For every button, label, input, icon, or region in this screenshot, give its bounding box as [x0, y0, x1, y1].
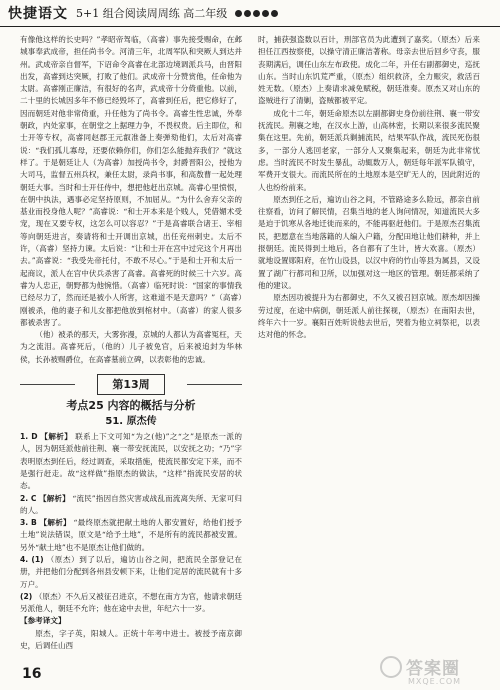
book-subtitle: 5+1 组合阅读周周练 高二年级 — [76, 7, 228, 20]
analysis-tag: 【解析】 — [39, 493, 70, 503]
level-dot-icon — [271, 10, 278, 17]
topic-heading: 考点25 内容的概括与分析 — [66, 399, 196, 413]
analysis-tag: 【解析】 — [40, 432, 73, 442]
answer-item — [20, 554, 242, 591]
analysis-tag: 【解析】 — [39, 518, 71, 528]
watermark-logo — [380, 654, 492, 686]
answer-item — [20, 517, 242, 554]
answer-number: (2) — [20, 591, 33, 601]
answer-number: 1. D — [20, 432, 38, 442]
watermark-circle-icon — [380, 656, 402, 678]
translation-paragraph: （他）被杀的那天，大雾弥漫，京城的人都认为高睿冤枉，天为之流泪。高睿死后，（他的）儿子被免官，后来被追封为华林侯，长孙被赐爵位，在高睿墓前立碑，以表彰他的忠诚。 — [20, 330, 242, 364]
left-column — [20, 34, 242, 654]
week-divider — [20, 374, 242, 396]
reference-translation-heading: 【参考译文】 — [20, 616, 66, 626]
level-dot-icon — [262, 10, 269, 17]
watermark-url: MXQE.COM — [408, 677, 462, 686]
reference-translation-text: 原杰，字子英，阳城人。正统十年考中进士。被授予南京御史，后调任山西 — [20, 628, 242, 651]
answer-item — [20, 431, 242, 492]
translation-paragraph: 原杰因功被提升为右都御史，不久又被召回京城。原杰却因操劳过度，在途中病倒，朝廷派人前往探视，（原杰）在南阳去世，终年六十一岁。襄阳百姓听说他去世后，哭着为他立祠祭祀，以表达对他的怀念。 — [258, 293, 480, 340]
translation-paragraph: 时，捕获强盗数以百计，刑部官员为此遭到了嘉奖。（原杰）后来担任江西按察使，以操守清正廉洁著称。母亲去世后回乡守丧，服丧期满后，调任山东左布政使。成化二年，升任右副都御史，巡抚山东。当时山东饥荒严重，（原杰）组织救济，全力赈灾，救活百姓无数。（原杰）上奏请求减免赋税，朝廷准奏。原杰又对山东的盗贼进行了清剿，盗贼都被平定。 — [258, 35, 480, 106]
brand-title: 快捷语文 — [8, 6, 68, 22]
answer-text: （原杰）到了以后，遍访山谷之间，把流民全部登记在册，并把他们分配到各州县安顿下来，让他们定居的流民就有十多万户。 — [20, 554, 242, 589]
answer-item — [20, 591, 242, 616]
right-column — [258, 34, 480, 674]
answer-item — [20, 493, 242, 518]
answer-number: 3. B — [20, 518, 37, 528]
translation-paragraph: 成化十二年，朝廷命原杰以左副都御史身份前往荆、襄一带安抚流民。荆襄之地，在汉水上游，山高林密，长期以来很多流民聚集在这里。先前，朝廷派兵剿捕流民，结果军队作战，流民死伤很多，一部分人逃回老家，一部分人又聚集起来，朝廷为此非常忧虑。当时流民不时发生暴乱，动辄数万人，朝廷每年派军队镇守，军费开支很大。而流民所在的土地原本是空旷无人的，因此附近的人也纷纷前来。 — [258, 108, 480, 192]
answer-number: 4. (1) — [20, 554, 44, 564]
level-dot-icon — [244, 10, 251, 17]
level-dot-icon — [253, 10, 260, 17]
watermark-text: 答案圈 — [406, 659, 460, 679]
answer-text: “流民”指因自然灾害或战乱而流离失所、无家可归的人。 — [20, 493, 242, 515]
translation-paragraph: 有像他这样的长史吗？”孝昭帝驾临，（高睿）事先接受赐命，在邺城事奉武成帝，担任尚书令。河清三年，北周军队和突厥人到达并州。武成帝亲自督军，下诏命令高睿在北部边境调派兵马，由晋阳出发，高睿到达突厥，打败了他们。武成帝十分赞赏他，任命他为太尉。高睿刚正廉洁，有很好的名声，武成帝十分倚重他。以前，二十里的长城因多年不修已经毁坏了，高睿到任后，把它修好了，因而朝廷对他非常倚重，升任他为了尚书令。高睿生性忠诚，外奉朝政，内处家事，在朝堂之上据理力争，不畏权贵。后主即位，和士开等专权，高睿同赵郡王元叡准备上奏弹劾他们，太后对高睿说：“我们孤儿寡母，还要依赖你们，你们怎么能抛弃我们？”就这样了。于是朝廷让人（为高睿）加授尚书令，封爵晋阳公，授他为大司马，监督五州兵权，兼任太尉，录尚书事，和高敖曹一起处理朝廷大事。当时和士开任侍中，想把他赶出京城。高睿心里愤恨，在朝中执法，遇事必定坚持原则，不加屈从。“为什么舍弃父亲的基业而投身他人呢？”高睿说：“和士开本来是个贱人，凭借媚术受宠，现在又要专权，这怎么可以容忍？”于是高睿联合诸王、宰相等向朝廷进言，奏请将和士开调出京城，出任兖州刺史。太后不许，（高睿）坚持力谏。太后说：“让和士开在宫中过完这个月再出去。”高睿说：“我受先帝托付，不敢不尽心。”于是和士开和太后一起商议，派人在宫中伏兵杀害了高睿。高睿死的时候三十六岁。高睿为人忠正，朝野都为他惋惜。（高睿）临死时说：“国家的事情我已经尽力了，然而还是被小人所害，这难道不是天意吗？”（高睿）刚被杀，他的妻子和儿女都把他放到棺材中。（高睿）的家人很多都被杀害了。 — [20, 35, 242, 327]
page-number: 16 — [22, 666, 42, 682]
article-heading: 51. 原杰传 — [105, 416, 157, 428]
level-dots — [235, 10, 278, 17]
translation-paragraph: 原杰到任之后，遍访山谷之间，不管路途多么险远，都亲自前往察看，访问了解民情，召集当地的老人询问情况，知道流民大多是迫于饥寒从各地迁徙而来的，不能再驱赶他们。于是原杰召集流民，把愿意在当地落籍的人编入户籍，分配田地让他们耕种，并上报朝廷。流民得到土地后，各自都有了生计，皆大欢喜。（原杰）就地设置郧阳府，在竹山设县，以汉中府的竹山等县为属县，又设置了湖广行都司和卫所，以加强对这一地区的管理。朝廷都采纳了他的建议。 — [258, 194, 480, 290]
page-header — [0, 0, 500, 27]
answer-text: “最终原杰就把献土地的人都安置好，给他们授予土地”说法错误，原文是“给予土地”，不是所有的流民都被安置。另外“献土地”也不是原杰让他们做的。 — [20, 518, 242, 552]
answer-text: 联系上下文可知“为之(他)”之“之”是原杰一派的人，因为朝廷派他前往荆、襄一带安抚流民，以安抚之功；“乃”字表明原杰到任后，经过调查，采取措施，使流民都安定下来，而不是强行赶走。故“这样做”指原杰的做法，“这样”指流民安居的状态。 — [20, 432, 242, 491]
level-dot-icon — [235, 10, 242, 17]
answer-number: 2. C — [20, 493, 37, 503]
week-title: 第13周 — [97, 374, 164, 395]
answer-text: （原杰）不久后又被征召进京，不想在南方为官，他请求朝廷另派他人，朝廷不允许；他在途中去世，年纪六十一岁。 — [20, 591, 242, 614]
